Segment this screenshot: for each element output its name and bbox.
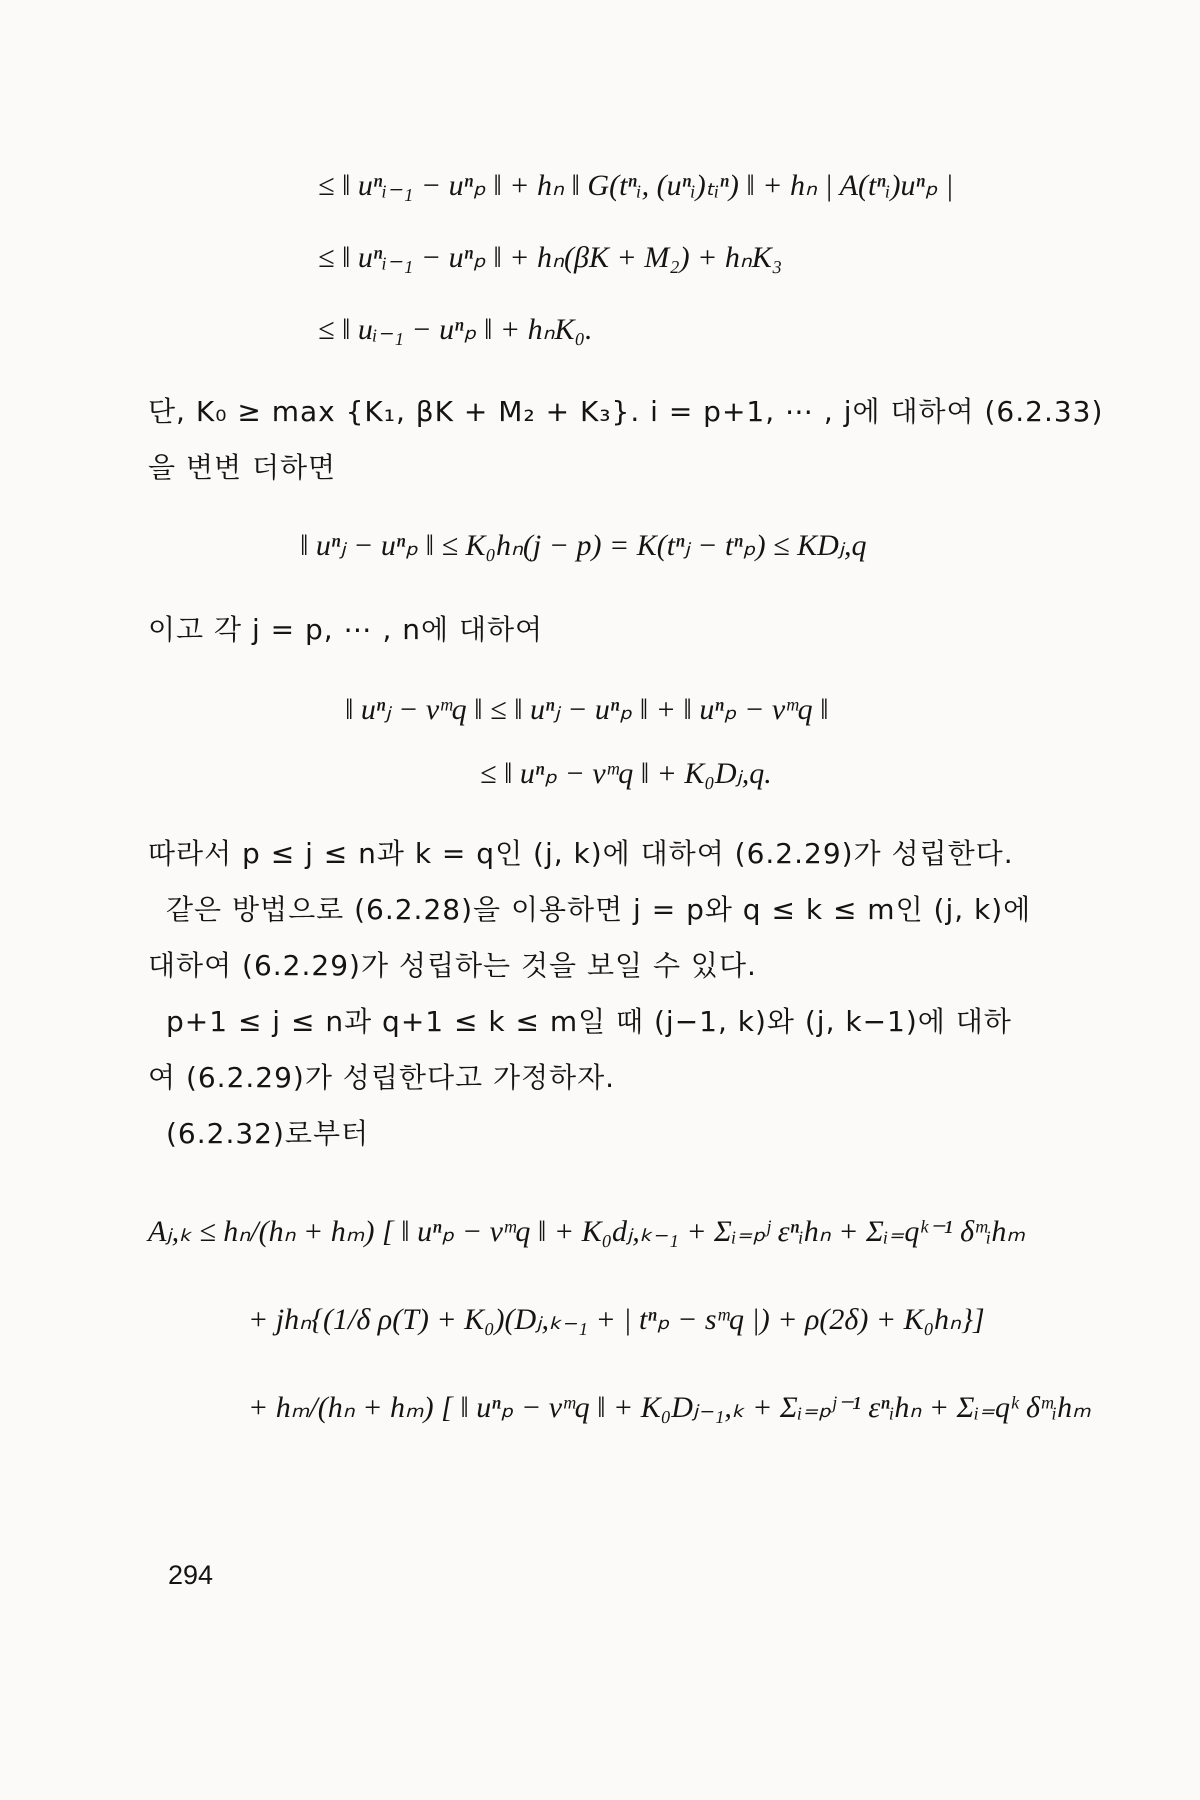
paragraph-4-line-1: 같은 방법으로 (6.2.28)을 이용하면 j = p와 q ≤ k ≤ m인 (j, k)에 xyxy=(166,893,1032,926)
equation-4-line-3: + hₘ/(hₙ + hₘ) [ ‖ uⁿₚ − vᵐq ‖ + K₀Dⱼ₋₁,ₖ + Σᵢ₌ₚʲ⁻¹ εⁿᵢhₙ + Σᵢ₌qᵏ δᵐᵢhₘ xyxy=(248,1391,1091,1424)
inequality-line-3: ≤ ‖ uᵢ₋₁ − uⁿₚ ‖ + hₙK₀. xyxy=(318,313,593,346)
equation-4-line-2: + jhₙ{(1/δ ρ(T) + K₀)(Dⱼ,ₖ₋₁ + | tⁿₚ − sᵐq |) + ρ(2δ) + K₀hₙ}] xyxy=(248,1303,985,1336)
paragraph-3: 따라서 p ≤ j ≤ n과 k = q인 (j, k)에 대하여 (6.2.29)가 성립한다. xyxy=(148,837,1014,870)
equation-4-line-1: Aⱼ,ₖ ≤ hₙ/(hₙ + hₘ) [ ‖ uⁿₚ − vᵐq ‖ + K₀dⱼ,ₖ₋₁ + Σᵢ₌ₚʲ εⁿᵢhₙ + Σᵢ₌qᵏ⁻¹ δᵐᵢhₘ xyxy=(148,1215,1026,1248)
paragraph-5-line-2: 여 (6.2.29)가 성립한다고 가정하자. xyxy=(148,1061,616,1094)
paragraph-1-line-2: 을 변변 더하면 xyxy=(148,451,337,484)
paragraph-6: (6.2.32)로부터 xyxy=(166,1117,370,1150)
paragraph-2: 이고 각 j = p, ⋯ , n에 대하여 xyxy=(148,613,544,646)
paragraph-4-line-2: 대하여 (6.2.29)가 성립하는 것을 보일 수 있다. xyxy=(148,949,757,982)
equation-2: ‖ uⁿⱼ − vᵐq ‖ ≤ ‖ uⁿⱼ − uⁿₚ ‖ + ‖ uⁿₚ − vᵐq ‖ xyxy=(345,693,829,726)
inequality-line-1: ≤ ‖ uⁿᵢ₋₁ − uⁿₚ ‖ + hₙ ‖ G(tⁿᵢ, (uⁿᵢ)ₜᵢⁿ) ‖ + hₙ | A(tⁿᵢ)uⁿₚ | xyxy=(318,169,954,202)
paragraph-1-line-1: 단, K₀ ≥ max {K₁, βK + M₂ + K₃}. i = p+1, ⋯ , j에 대하여 (6.2.33) xyxy=(148,395,1104,428)
page-number: 294 xyxy=(168,1560,214,1590)
inequality-line-2: ≤ ‖ uⁿᵢ₋₁ − uⁿₚ ‖ + hₙ(βK + M₂) + hₙK₃ xyxy=(318,241,783,274)
equation-3: ≤ ‖ uⁿₚ − vᵐq ‖ + K₀Dⱼ,q. xyxy=(480,757,772,790)
equation-1: ‖ uⁿⱼ − uⁿₚ ‖ ≤ K₀hₙ(j − p) = K(tⁿⱼ − tⁿₚ) ≤ KDⱼ,q xyxy=(300,529,867,562)
paragraph-5-line-1: p+1 ≤ j ≤ n과 q+1 ≤ k ≤ m일 때 (j−1, k)와 (j, k−1)에 대하 xyxy=(166,1005,1012,1038)
